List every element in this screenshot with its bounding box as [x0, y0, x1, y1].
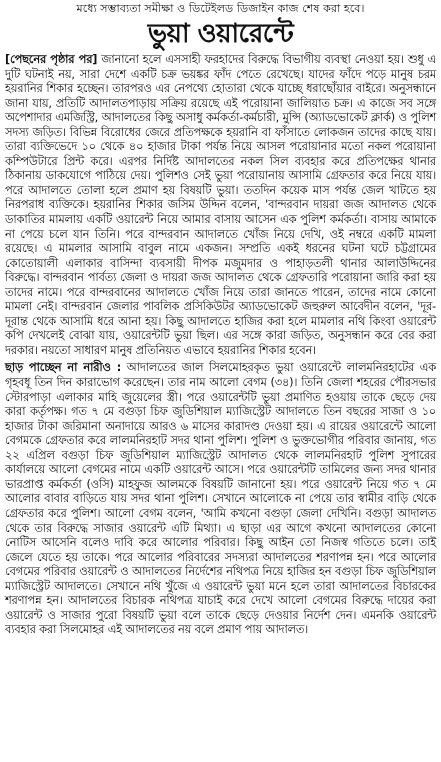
article-paragraph-1: [5, 53, 436, 358]
paragraph-2-body: আদালতের জাল সিলমোহরকৃত ভুয়া ওয়ারেন্টে লালমনিরহাটের এক গৃহবধূ তিন দিন কারাভোগ করেছেন। তার নাম আলো বেগম (৩৪)। তিনি জেলা শহরের পৌরসভার স্টোরপাড়া এলাকার মাহি জুয়েলের স্ত্রী। পরে ওয়ারেন্টটি ভুয়া প্রমাণিত হওয়ায় তাকে ছেড়ে দেয় কারা কর্তৃপক্ষ। গত ৭ মে বগুড়া চিফ জুডিশিয়াল ম্যাজিস্ট্রেট আদালতে তিন বছরের সাজা ও ১০ হাজার টাকা জরিমানা অনাদায়ে আরও ৬ মাসের কারাদণ্ড দেওয়া হয়। এ রায়ের ওয়ারেন্টে আলো বেগমকে গ্রেফতার করে লালমনিরহাট সদর থানা পুলিশ। পুলিশ ও ভুক্তভোগীর পরিবার জানায়, গত ২২ এপ্রিল বগুড়া চিফ জুডিশিয়াল ম্যাজিস্ট্রেট আদালত থেকে লালমনিরহাট পুলিশ সুপারের কার্যালয়ে আলো বেগমের নামে একটি ওয়ারেন্ট আসে। পরে ওয়ারেন্টটি তামিলের জন্য সদর থানার ভারপ্রাপ্ত কর্মকর্তা (ওসি) মাহফুজ আলমকে বিষয়টি জানানো হয়। পরে ওয়ারেন্ট নিয়ে গত ৭ মে আলোর বাবার বাড়িতে যায় সদর থানা পুলিশ। সেখানে আলোকে না পেয়ে তার স্বামীর বাড়ি থেকে গ্রেফতার করে পুলিশ। আলো বেগম বলেন, 'আমি কখনো বগুড়া জেলা দেখিনি। বগুড়া আদালত থেকে তার বিরুদ্ধে সাজার ওয়ারেন্ট এটি মিথ্যা। এ ছাড়া এর আগে কখনো আদালতের কোনো নোটিস আসেনি বলেও দাবি করে আলোর পরিবার। কিছু আইন তো নিজস্ব গতিতে চলে। তাই জেলে যেতে হয় তাকে। পরে আলোর পরিবারের সদস্যরা আদালতের শরণাপন্ন হন। পরে আলোর বেগমের পরিবার ওয়ারেন্ট ও আদালতের নির্দেশের নথিপত্র নিয়ে হাজির হন বগুড়া চিফ জুডিশিয়াল ম্যাজিস্ট্রেট আদালতে। সেখানে নথি খুঁজে এ ওয়ারেন্ট ভুয়া মনে হলে তারা আদালতের বিচারকের শরণাপন্ন হন। আদালতের বিচারক নথিপত্র যাচাই করে দেখে আলো বেগমের বিরুদ্ধে দায়ের করা ওয়ারেন্ট ও সাজার পুরো বিষয়টি ভুয়া বলে তাকে ছেড়ে দেওয়ার নির্দেশ দেন। এমনকি ওয়ারেন্ট ব্যবহার করা সিলমোহর এই আদালতের নয় বলে প্রমাণ পায় আদালত।: [5, 361, 436, 637]
subheading-women: ছাড় পাচ্ছেন না নারীও :: [5, 361, 122, 375]
article-paragraph-2: [5, 361, 436, 637]
previous-article-tail: মধ্যে সম্ভাব্যতা সমীক্ষা ও ডিটেইলড ডিজাইন কাজ শেষ করা হবে।: [76, 2, 365, 15]
paragraph-1-body: জানানো হলে এসসাহী ফরহাদের বিরুদ্ধে বিভাগীয় ব্যবস্থা নেওয়া হয়। শুধু এ দুটি ঘটনাই নয়, সারা দেশে একটি চক্র ভয়ঙ্কর ফাঁদ পেতে রেখেছে। যাদের ফাঁদে পড়ে মানুষ চরম হয়রানির শিকার হচ্ছেন। তারপরও এর নেপথ্যে হোতারা থেকে যাচ্ছে ধরাছোঁয়ার বাইরে। অনুসন্ধানে জানা যায়, প্রতিটি আদালতপাড়ায় সক্রিয় রয়েছে এই পরোয়ানা জালিয়াত চক্র। এ কাজে সব সঙ্গে অপেশাদার এমজিস্ট্রি, আদালতের কিছু অসাধু কর্মকর্তা-কর্মচারী, মুন্সি (অ্যাডভোকেট ক্লার্ক) ও পুলিশ সদস্য জড়িত। বিভিন্ন বিরোধের জেরে প্রতিপক্ষকে হয়রানি বা ফাঁসাতে লোকজন তাদের কাছে যায়। তারা ব্যক্তিভেদে ১০ থেকে ৪০ হাজার টাকা পর্যন্ত নিয়ে আসল পরোয়ানার মতো নকল পরোয়ানা কম্পিউটারে প্রিন্ট করে। এরপর নির্দিষ্ট আদালতের নকল সিল ব্যবহার করে প্রতিপক্ষের থানার ঠিকানায় ডাকযোগে পাঠিয়ে দেয়। পুলিশও সেই ভুয়া পরোয়ানায় আসামি গ্রেফতার করে নিয়ে যায়। পরে আদালতে তোলা হলে প্রমাণ হয় বিষয়টি ভুয়া। ততদিন কয়েক মাস পর্যন্ত জেল খাটতে হয় নিরপরাধ ব্যক্তিকে। হয়রানির শিকার জসিম উদ্দিন বলেন, 'বান্দরবান দায়রা জজ আদালত থেকে ডাকাতির মামলায় একটি ওয়ারেন্ট নিয়ে আমার বাসায় আসেন এক পুলিশ কর্মকর্তা। বাসায় আমাকে না পেয়ে চলে যান তিনি। পরে বান্দরবান আদালতে খোঁজ নিয়ে দেখি, ওই নম্বরে একটি মামলা রয়েছে। এ মামলার আসামি বাবুল নামে একজন। সম্প্রতি একই ধরনের ঘটনা ঘটে চট্টগ্রামের কোতোয়ালী এলাকার বাসিন্দা ব্যবসায়ী দীপক মজুমদার ও পাহাড়তলী থানার আলাউদ্দিনের বিরুদ্ধে। বান্দরবান পার্বত্য জেলা ও দায়রা জজ আদালত থেকে গ্রেফতারি পরোয়ানা জারি করা হয় তাদের নামে। পরে বান্দরবানের আদালতে খোঁজ নিয়ে তারা জানতে পারেন, তাদের নামে কোনো মামলা নেই। বান্দরবান জেলার পাবলিক প্রসিকিউটর অ্যাডভোকেট জহুরুল আবেদীন বলেন, 'দূর-দূরান্ত থেকে আসামি ধরে আনা হয়। কিছু আদালতে হাজির করা হলে মামলার নথি কিংবা ওয়ারেন্ট কপি দেখলেই বোঝা যায়, ওয়ারেন্টটি ভুয়া ছিল। এর সঙ্গে কারা জড়িত, অনুসন্ধান করে বের করা দরকার। নয়তো সাধারণ মানুষ প্রতিনিয়ত এভাবে হয়রানির শিকার হবেন।: [5, 53, 436, 357]
article-headline: ভুয়া ওয়ারেন্টে: [147, 19, 294, 49]
continuation-tag: [পেছনের পৃষ্ঠার পর]: [5, 53, 98, 66]
